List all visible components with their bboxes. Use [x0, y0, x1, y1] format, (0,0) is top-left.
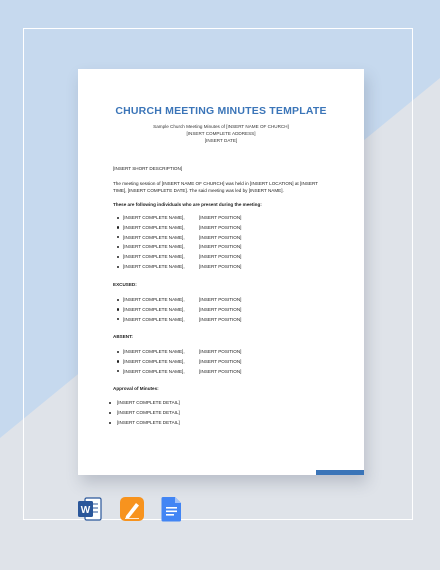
- bullet-dot: [117, 308, 119, 310]
- bullet-dot: [117, 360, 119, 362]
- bullet-dot: [117, 256, 119, 258]
- person-position: [INSERT POSITION]: [199, 349, 242, 354]
- svg-text:W: W: [80, 505, 91, 516]
- word-icon[interactable]: [77, 496, 103, 522]
- google-docs-icon[interactable]: [158, 496, 184, 522]
- approval-item: [INSERT COMPLETE DETAIL]: [117, 410, 180, 415]
- pages-icon[interactable]: [119, 496, 145, 522]
- present-heading: These are following individuals who are present during the meeting:: [113, 202, 262, 207]
- person-name: [INSERT COMPLETE NAME],: [123, 368, 185, 374]
- paragraph-line: The meeting session of [INSERT NAME OF CHURCH] was held in [INSERT LOCATION] at [INSERT: [113, 181, 318, 186]
- approval-item: [INSERT COMPLETE DETAIL]: [117, 400, 180, 405]
- person-position: [INSERT POSITION]: [199, 215, 242, 220]
- person-position: [INSERT POSITION]: [199, 358, 242, 364]
- bullet-dot: [117, 217, 119, 219]
- person-name: [INSERT COMPLETE NAME],: [123, 244, 185, 250]
- page-accent-bar: [316, 470, 364, 475]
- bullet-dot: [117, 299, 119, 301]
- bullet-dot: [117, 226, 119, 228]
- approval-item: [INSERT COMPLETE DETAIL]: [117, 420, 180, 425]
- person-name: [INSERT COMPLETE NAME],: [123, 297, 185, 302]
- bullet-dot: [117, 351, 119, 353]
- absent-heading: ABSENT:: [113, 334, 133, 339]
- person-position: [INSERT POSITION]: [199, 234, 242, 240]
- person-position: [INSERT POSITION]: [199, 316, 242, 322]
- bullet-dot: [109, 422, 111, 424]
- person-name: [INSERT COMPLETE NAME],: [123, 358, 185, 364]
- document-title: CHURCH MEETING MINUTES TEMPLATE: [115, 105, 327, 117]
- person-position: [INSERT POSITION]: [199, 244, 242, 250]
- person-name: [INSERT COMPLETE NAME],: [123, 264, 185, 269]
- person-name: [INSERT COMPLETE NAME],: [123, 306, 185, 312]
- person-position: [INSERT POSITION]: [199, 297, 242, 302]
- person-name: [INSERT COMPLETE NAME],: [123, 254, 185, 260]
- document-page: [78, 69, 364, 475]
- person-position: [INSERT POSITION]: [199, 306, 242, 312]
- subtitle-line: Sample Church Meeting Minutes of [INSERT NAME OF CHURCH]: [153, 124, 289, 129]
- bullet-dot: [109, 412, 111, 414]
- bullet-dot: [117, 266, 119, 268]
- person-position: [INSERT POSITION]: [199, 264, 242, 269]
- person-position: [INSERT POSITION]: [199, 254, 242, 260]
- person-name: [INSERT COMPLETE NAME],: [123, 224, 185, 230]
- person-name: [INSERT COMPLETE NAME],: [123, 215, 185, 220]
- person-position: [INSERT POSITION]: [199, 368, 242, 374]
- paragraph-line: TIME], [INSERT COMPLETE DATE]. The said meeting was led by [INSERT NAME].: [113, 188, 284, 193]
- short-description: [INSERT SHORT DESCRIPTION]: [113, 166, 183, 171]
- approval-heading: Approval of Minutes:: [113, 386, 159, 391]
- person-name: [INSERT COMPLETE NAME],: [123, 349, 185, 354]
- subtitle-line: [INSERT DATE]: [204, 138, 238, 143]
- bullet-dot: [109, 402, 111, 404]
- bullet-dot: [117, 246, 119, 248]
- bullet-dot: [117, 318, 119, 320]
- subtitle-line: [INSERT COMPLETE ADDRESS]: [186, 131, 256, 136]
- bullet-dot: [117, 370, 119, 372]
- person-position: [INSERT POSITION]: [199, 224, 242, 230]
- bullet-dot: [117, 236, 119, 238]
- person-name: [INSERT COMPLETE NAME],: [123, 316, 185, 322]
- excused-heading: EXCUSED:: [113, 282, 137, 287]
- person-name: [INSERT COMPLETE NAME],: [123, 234, 185, 240]
